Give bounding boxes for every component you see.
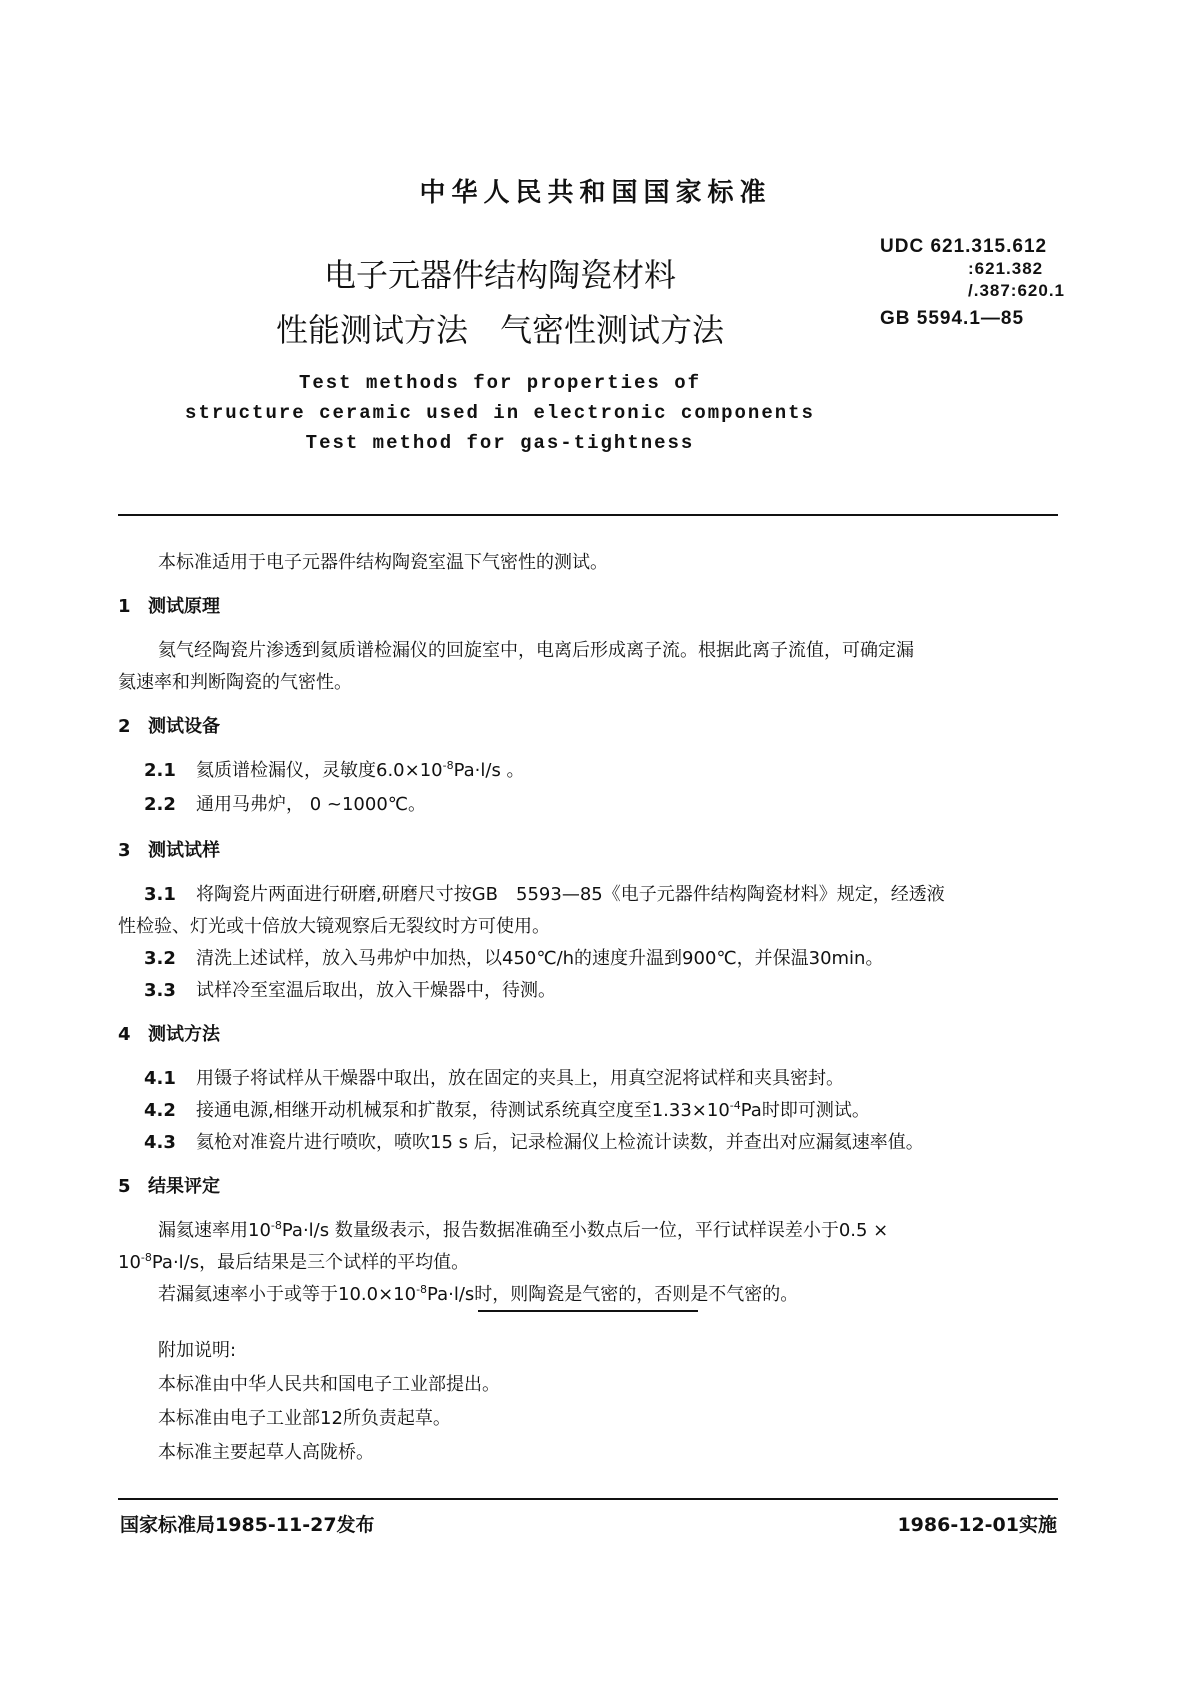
item-text: 清洗上述试样，放入马弗炉中加热，以450℃/h的速度升温到900℃，并保温30min。 [196, 948, 884, 969]
top-divider [118, 514, 1058, 516]
item-number: 3.2 [144, 948, 176, 969]
item-text: 氦枪对准瓷片进行喷吹，喷吹15 s 后，记录检漏仪上检流计读数，并查出对应漏氦速率值。 [196, 1132, 924, 1153]
item-2-1 [144, 756, 525, 782]
text-b: Pa·l/s 数量级表示，报告数据准确至小数点后一位，平行试样误差小于0.5 × [281, 1220, 889, 1241]
section-5-heading [118, 1172, 220, 1198]
section-title: 测试设备 [148, 716, 220, 737]
text-b: Pa·l/s时，则陶瓷是气密的，否则是不气密的。 [427, 1284, 799, 1305]
item-4-2 [144, 1096, 870, 1122]
section-title: 测试试样 [148, 840, 220, 861]
item-text-b: Pa·l/s 。 [453, 760, 525, 781]
udc-line3: /.387:620.1 [968, 281, 1066, 300]
exponent: -8 [140, 1251, 152, 1264]
exponent: -4 [729, 1099, 741, 1112]
title-cn-line1: 电子元器件结构陶瓷材料 [323, 256, 676, 294]
intro-text: 本标准适用于电子元器件结构陶瓷室温下气密性的测试。 [158, 552, 608, 573]
item-2-2 [144, 790, 426, 816]
title-en-line3: Test method for gas-tightness [305, 432, 695, 454]
udc-line1: UDC 621.315.612 [880, 236, 1048, 257]
section-1-paragraph-line1: 氦气经陶瓷片渗透到氦质谱检漏仪的回旋室中，电离后形成离子流。根据此离子流值，可确定漏 [158, 640, 914, 661]
section-3-heading [118, 836, 220, 862]
item-number: 3.3 [144, 980, 176, 1001]
bottom-divider [118, 1498, 1058, 1500]
udc-block [880, 236, 1065, 330]
section-5-line1 [158, 1216, 888, 1242]
section-number: 5 [118, 1176, 131, 1197]
section-title: 测试原理 [148, 596, 220, 617]
item-number: 4.1 [144, 1068, 176, 1089]
item-3-1-line1 [144, 880, 945, 906]
notes-divider [478, 1310, 698, 1312]
item-3-2 [144, 944, 883, 970]
notes-title: 附加说明: [158, 1340, 237, 1361]
notes-line1: 本标准由中华人民共和国电子工业部提出。 [158, 1374, 500, 1395]
item-text-b: Pa时即可测试。 [740, 1100, 870, 1121]
text-a: 漏氦速率用10 [158, 1220, 271, 1241]
exponent: -8 [270, 1219, 282, 1232]
exponent: -8 [442, 759, 454, 772]
section-2-heading [118, 712, 220, 738]
item-3-3 [144, 976, 556, 1002]
item-text: 将陶瓷片两面进行研磨,研磨尺寸按GB 5593—85《电子元器件结构陶瓷材料》规定，经透液 [196, 884, 945, 905]
notes-line3: 本标准主要起草人高陇桥。 [158, 1442, 374, 1463]
section-1-paragraph-line2: 氦速率和判断陶瓷的气密性。 [118, 672, 352, 693]
udc-line2: :621.382 [968, 259, 1044, 278]
notes-line2: 本标准由电子工业部12所负责起草。 [158, 1408, 451, 1429]
text-a: 若漏氦速率小于或等于10.0×10 [158, 1284, 417, 1305]
effective-date: 1986-12-01实施 [897, 1514, 1057, 1536]
item-number: 4.3 [144, 1132, 176, 1153]
section-5-line3 [158, 1280, 798, 1306]
gb-number: GB 5594.1—85 [880, 308, 1025, 329]
title-cn-line2: 性能测试方法 气密性测试方法 [275, 311, 724, 349]
item-text-a: 接通电源,相继开动机械泵和扩散泵，待测试系统真空度至1.33×10 [196, 1100, 730, 1121]
section-title: 测试方法 [148, 1024, 220, 1045]
item-4-1 [144, 1064, 844, 1090]
item-3-1-line2: 性检验、灯光或十倍放大镜观察后无裂纹时方可使用。 [118, 916, 550, 937]
section-number: 2 [118, 716, 131, 737]
title-en-line2: structure ceramic used in electronic components [185, 402, 815, 424]
national-standard-heading: 中华人民共和国国家标准 [419, 178, 772, 208]
item-4-3 [144, 1128, 924, 1154]
item-number: 2.1 [144, 760, 176, 781]
item-text: 用镊子将试样从干燥器中取出，放在固定的夹具上，用真空泥将试样和夹具密封。 [196, 1068, 844, 1089]
exponent: -8 [416, 1283, 428, 1296]
section-number: 1 [118, 596, 131, 617]
item-number: 2.2 [144, 794, 176, 815]
section-1-heading [118, 592, 220, 618]
issued-date: 国家标准局1985-11-27发布 [120, 1514, 375, 1536]
section-number: 3 [118, 840, 131, 861]
title-en-line1: Test methods for properties of [298, 372, 702, 394]
item-number: 4.2 [144, 1100, 176, 1121]
text-a: 10 [118, 1252, 141, 1273]
item-text-a: 氦质谱检漏仪，灵敏度6.0×10 [196, 760, 443, 781]
section-4-heading [118, 1020, 220, 1046]
item-text: 通用马弗炉， 0 ~1000℃。 [196, 794, 427, 815]
text-b: Pa·l/s，最后结果是三个试样的平均值。 [151, 1252, 470, 1273]
section-5-line2 [118, 1248, 469, 1274]
item-number: 3.1 [144, 884, 176, 905]
item-text: 试样冷至室温后取出，放入干燥器中，待测。 [196, 980, 556, 1001]
section-number: 4 [118, 1024, 131, 1045]
section-title: 结果评定 [148, 1176, 220, 1197]
